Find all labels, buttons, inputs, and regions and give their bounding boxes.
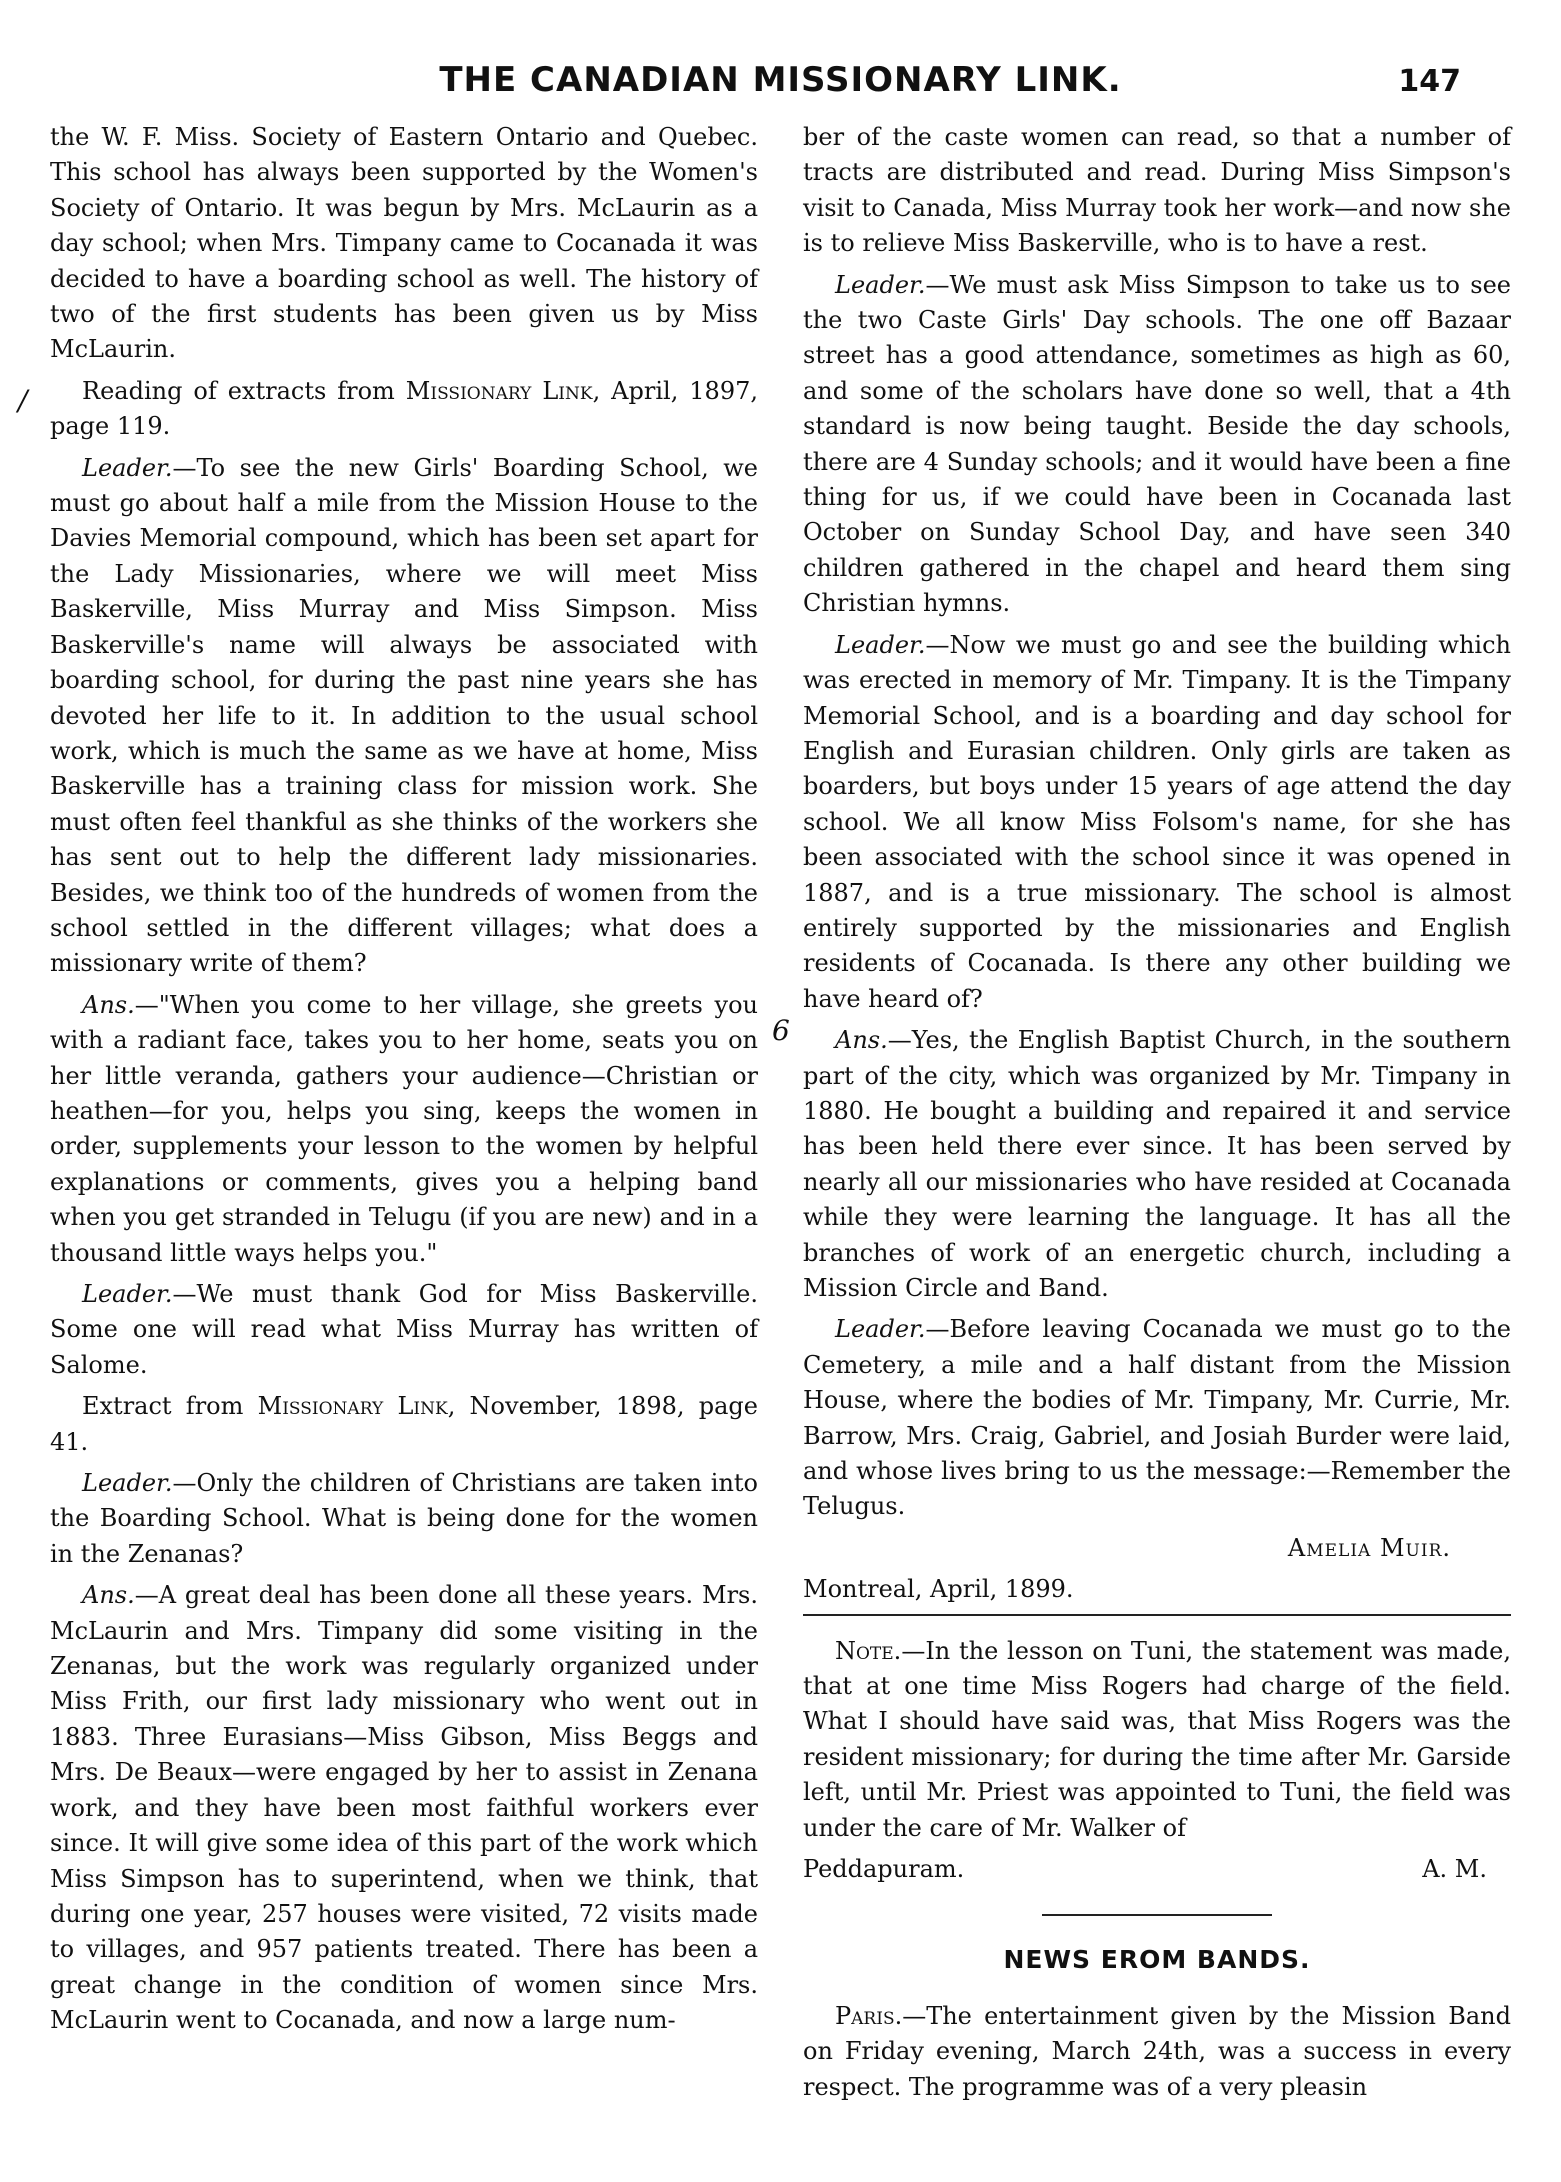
paragraph [803, 1312, 1511, 1524]
text: —We must ask Miss Simpson to take us to see the two Caste Girls' Day schools. The one off Bazaar street has a good attendance, sometimes as high as 60, and some of the scholars have done so well, that a 4th standard is now being taught. Beside the day schools, there are 4 Sunday schools; and it would have been a fine thing for us, if we could have been in Cocanada last October on Sunday School Day, and have seen 340 children gathered in the chapel and heard them sing Christian hymns. [803, 270, 1511, 618]
speaker-label: Leader. [82, 453, 173, 482]
speaker-label: Ans. [82, 990, 135, 1019]
left-column [50, 120, 758, 2045]
page-header [40, 60, 1521, 112]
margin-mark: 6 [772, 1014, 790, 1047]
speaker-label: Ans. [835, 1026, 888, 1055]
source-title: Missionary Link [405, 376, 593, 405]
speaker-label: Leader. [82, 1280, 173, 1308]
text: —Yes, the English Baptist Church, in the southern part of the city, which was organized by Mr. Timpany in 1880. He bought a building and repaired it and service has been held there ever since. It has been served by nearly all our missionaries who have resided at Cocanada while they were learning the language. It has all the branches of work of an energetic church, including a Mission Circle and Band. [803, 1026, 1511, 1302]
paragraph [803, 1999, 1511, 2105]
paragraph [50, 451, 758, 982]
margin-tick: / [18, 384, 28, 417]
paragraph [50, 988, 758, 1271]
speaker-label: Leader. [82, 1469, 173, 1498]
paragraph: ber of the caste women can read, so that a number of tracts are distributed and read. During Miss Simpson's visit to Canada, Miss Murray took her work—and now she is to relieve Miss Baskerville, who is to have a rest. [803, 123, 1511, 258]
note-initials: A. M. [1422, 1855, 1487, 1884]
note-label: Note. [835, 1636, 902, 1665]
note-last-line: Peddapuram. [803, 1855, 965, 1884]
text: —Now we must go and see the building which was erected in memory of Mr. Timpany. It is the Timpany Memorial School, and is a boarding and day school for English and Eurasian children. Only girls are taken as boarders, but boys under 15 years of age attend the day school. We all know Miss Folsom's name, for she has been associated with the school since it was opened in 1887, and is a true missionary. The school is almost entirely supported by the missionaries and English residents of Cocanada. Is there any other building we have heard of? [803, 630, 1511, 1013]
note-signoff [803, 1852, 1511, 1887]
text: —We must thank God for Miss Baskerville. Some one will read what Miss Murray has written of Salome. [50, 1280, 758, 1379]
paragraph [50, 374, 758, 445]
dateline: Montreal, April, 1899. [803, 1575, 1074, 1604]
source-title: Missionary Link [257, 1392, 448, 1421]
page-number: 147 [1398, 64, 1461, 99]
text: —"When you come to her village, she greets you with a radiant face, takes you to her home, seats you on her little veranda, gathers your audience—Christian or heathen—for you, helps you sing, keeps the women in order, supplements your lesson to the women by helpful explanations or comments, gives you a helping band when you get stranded in Telugu (if you are new) and in a thousand little ways helps you." [50, 990, 758, 1267]
speaker-label: Leader. [835, 630, 926, 659]
text: , April, 1897, page 119. [50, 376, 758, 441]
paragraph [803, 268, 1511, 622]
paragraph [50, 1466, 758, 1572]
paragraph: the W. F. Miss. Society of Eastern Ontario and Quebec. This school has always been supported by the Women's Society of Ontario. It was begun by Mrs. McLaurin as a day school; when Mrs. Timpany came to Cocanada it was decided to have a boarding school as well. The history of two of the first students has been given us by Miss McLaurin. [50, 123, 758, 364]
text: —The entertainment given by the Mission Band on Friday evening, March 24th, was a success in every respect. The programme was of a very pleasin [803, 2001, 1511, 2101]
divider [1042, 1914, 1272, 1916]
divider [803, 1614, 1511, 1616]
right-column [803, 120, 1511, 2111]
speaker-label: Ans. [82, 1581, 135, 1610]
paragraph [50, 1578, 758, 2038]
place-label: Paris. [835, 2001, 903, 2030]
text: —To see the new Girls' Boarding School, we must go about half a mile from the Mission House to the Davies Memorial compound, which has been set apart for the Lady Missionaries, where we will meet Miss Baskerville, Miss Murray and Miss Simpson. Miss Baskerville's name will always be associated with boarding school, for during the past nine years she has devoted her life to it. In addition to the usual school work, which is much the same as we have at home, Miss Baskerville has a training class for mission work. She must often feel thankful as she thinks of the workers she has sent out to help the different lady missionaries. Besides, we think too of the hundreds of women from the school settled in the different villages; what does a missionary write of them? [50, 453, 758, 978]
text: —In the lesson on Tuni, the statement was made, that at one time Miss Rogers had charge of the field. What I should have said was, that Miss Rogers was the resident missionary; for during the time after Mr. Garside left, until Mr. Priest was appointed to Tuni, the field was under the care of Mr. Walker of [803, 1636, 1511, 1842]
paragraph [50, 1389, 758, 1460]
signature: Amelia Muir. [1287, 1533, 1451, 1562]
text: —Before leaving Cocanada we must go to the Cemetery, a mile and a half distant from the Mission House, where the bodies of Mr. Timpany, Mr. Currie, Mr. Barrow, Mrs. Craig, Gabriel, and Josiah Burder were laid, and whose lives bring to us the message:—Remember the Telugus. [803, 1315, 1511, 1521]
running-title: THE CANADIAN MISSIONARY LINK. [439, 60, 1122, 100]
paragraph [803, 628, 1511, 1017]
text: —A great deal has been done all these years. Mrs. McLaurin and Mrs. Timpany did some visiting in the Zenanas, but the work was regularly organized under Miss Frith, our first lady missionary who went out in 1883. Three Eurasians—Miss Gibson, Miss Beggs and Mrs. De Beaux—were engaged by her to assist in Zenana work, and they have been most faithful workers ever since. It will give some idea of this part of the work which Miss Simpson has to superintend, when we think, that during one year, 257 houses were visited, 72 visits made to villages, and 957 patients treated. There has been a great change in the condition of women since Mrs. McLaurin went to Cocanada, and now a large num- [50, 1581, 758, 2035]
text: Reading of extracts from [82, 376, 406, 405]
text: —Only the children of Christians are taken into the Boarding School. What is being done for the women in the Zenanas? [50, 1469, 758, 1568]
section-heading: NEWS EROM BANDS. [1003, 1944, 1311, 1974]
paragraph [803, 1023, 1511, 1306]
speaker-label: Leader. [835, 1315, 926, 1344]
text: Extract from [82, 1392, 258, 1421]
speaker-label: Leader. [835, 270, 926, 299]
paragraph [50, 1277, 758, 1383]
note-paragraph [803, 1634, 1511, 1846]
text: , November, 1898, page 41. [50, 1392, 758, 1456]
